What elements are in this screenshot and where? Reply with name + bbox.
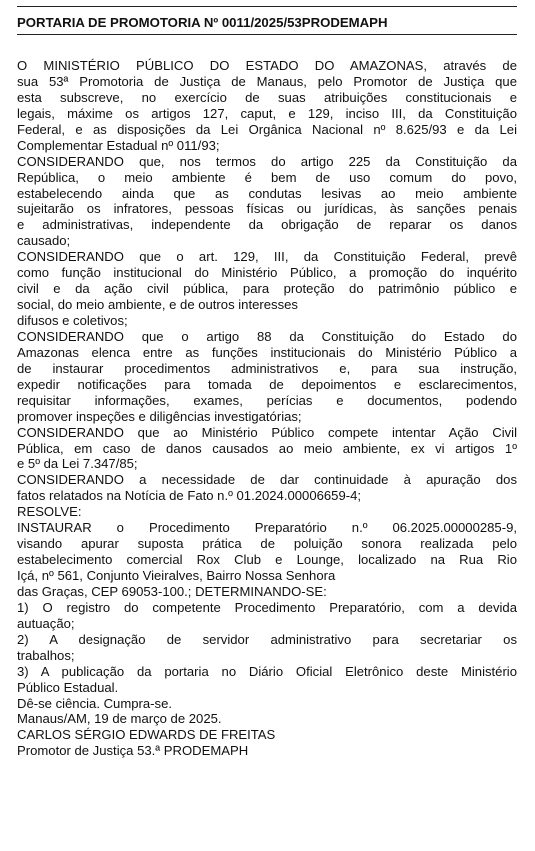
text-line: estabelecendo ainda que as condutas lesivas ao meio ambiente (17, 185, 517, 201)
text-line: Federal, e as disposições da Lei Orgânica Nacional nº 8.625/93 e da Lei (17, 121, 517, 137)
text-line: 3) A publicação da portaria no Diário Oficial Eletrônico deste Ministério (17, 663, 517, 679)
text-line: fatos relatados na Notícia de Fato n.º 01.2024.00006659-4; (17, 488, 362, 504)
text-line: Içá, nº 561, Conjunto Vieiralves, Bairro Nossa Senhora (17, 568, 336, 583)
text-line: e 5º da Lei 7.347/85; (17, 456, 138, 472)
text-line: das Graças, CEP 69053-100.; DETERMINANDO-SE: (17, 583, 327, 599)
text-line: causado; (17, 233, 71, 249)
text-line: esta subscreve, no exercício de suas atribuições constitucionais e (17, 89, 517, 105)
text-line: visando apurar suposta prática de poluição sonora realizada pelo (17, 536, 517, 552)
text-line: de instaurar procedimentos administrativos e, para sua instrução, (17, 360, 517, 376)
text-line: CONSIDERANDO que, nos termos do artigo 225 da Constituição da (17, 153, 517, 169)
text-line: 1) O registro do competente Procedimento Preparatório, com a devida (17, 599, 517, 615)
text-line: CONSIDERANDO que o art. 129, III, da Constituição Federal, prevê (17, 249, 517, 265)
text-line: CONSIDERANDO que ao Ministério Público compete intentar Ação Civil (17, 424, 517, 440)
text-line: estabelecimento comercial Rox Club e Lounge, localizado na Rua Rio (17, 552, 517, 568)
text-line: Pública, em caso de danos causados ao meio ambiente, ex vi artigos 1º (17, 440, 517, 456)
text-line: difusos e coletivos; (17, 313, 128, 328)
text-line: autuação; (17, 615, 75, 631)
text-line: Público Estadual. (17, 679, 119, 695)
document-page (17, 0, 517, 851)
text-line: sua 53ª Promotoria de Justiça de Manaus, pelo Promotor de Justiça que (17, 73, 517, 89)
text-line: O MINISTÉRIO PÚBLICO DO ESTADO DO AMAZONAS, através de (17, 58, 517, 73)
text-line: Dê-se ciência. Cumpra-se. (17, 695, 172, 711)
document-body (17, 58, 517, 759)
text-line: promover inspeções e diligências investigatórias; (17, 408, 302, 424)
top-rule (17, 6, 517, 7)
text-line: RESOLVE: (17, 504, 82, 520)
text-line: civil e da ação civil pública, para proteção do patrimônio público e (17, 281, 517, 297)
text-line: CARLOS SÉRGIO EDWARDS DE FREITAS (17, 727, 276, 743)
text-line: CONSIDERANDO a necessidade de dar continuidade à apuração dos (17, 472, 517, 488)
document-title: PORTARIA DE PROMOTORIA Nº 0011/2025/53PRODEMAPH (17, 15, 388, 30)
text-line: expedir notificações para tomada de depoimentos e esclarecimentos, (17, 376, 517, 392)
text-line: CONSIDERANDO que o artigo 88 da Constituição do Estado do (17, 328, 517, 344)
text-line: legais, máxime os artigos 127, caput, e 129, inciso III, da Constituição (17, 105, 517, 121)
text-line: social, do meio ambiente, e de outros interesses (17, 297, 298, 313)
title-rule (17, 34, 517, 35)
text-line: 2) A designação de servidor administrativo para secretariar os (17, 631, 517, 647)
text-line: Promotor de Justiça 53.ª PRODEMAPH (17, 743, 249, 759)
text-line: Manaus/AM, 19 de março de 2025. (17, 711, 222, 727)
text-line: trabalhos; (17, 647, 75, 663)
text-line: e administrativas, independente da obrigação de reparar os danos (17, 217, 517, 233)
text-line: Amazonas elenca entre as funções institucionais do Ministério Público a (17, 344, 517, 360)
text-line: como função institucional do Ministério Público, a promoção do inquérito (17, 265, 517, 281)
text-line: República, o meio ambiente é bem de uso comum do povo, (17, 169, 517, 185)
text-line: requisitar informações, exames, perícias e documentos, podendo (17, 392, 517, 408)
text-line: Complementar Estadual nº 011/93; (17, 137, 220, 153)
text-line: sujeitarão os infratores, pessoas físicas ou jurídicas, às sanções penais (17, 201, 517, 217)
text-line: INSTAURAR o Procedimento Preparatório n.º 06.2025.00000285-9, (17, 520, 517, 536)
